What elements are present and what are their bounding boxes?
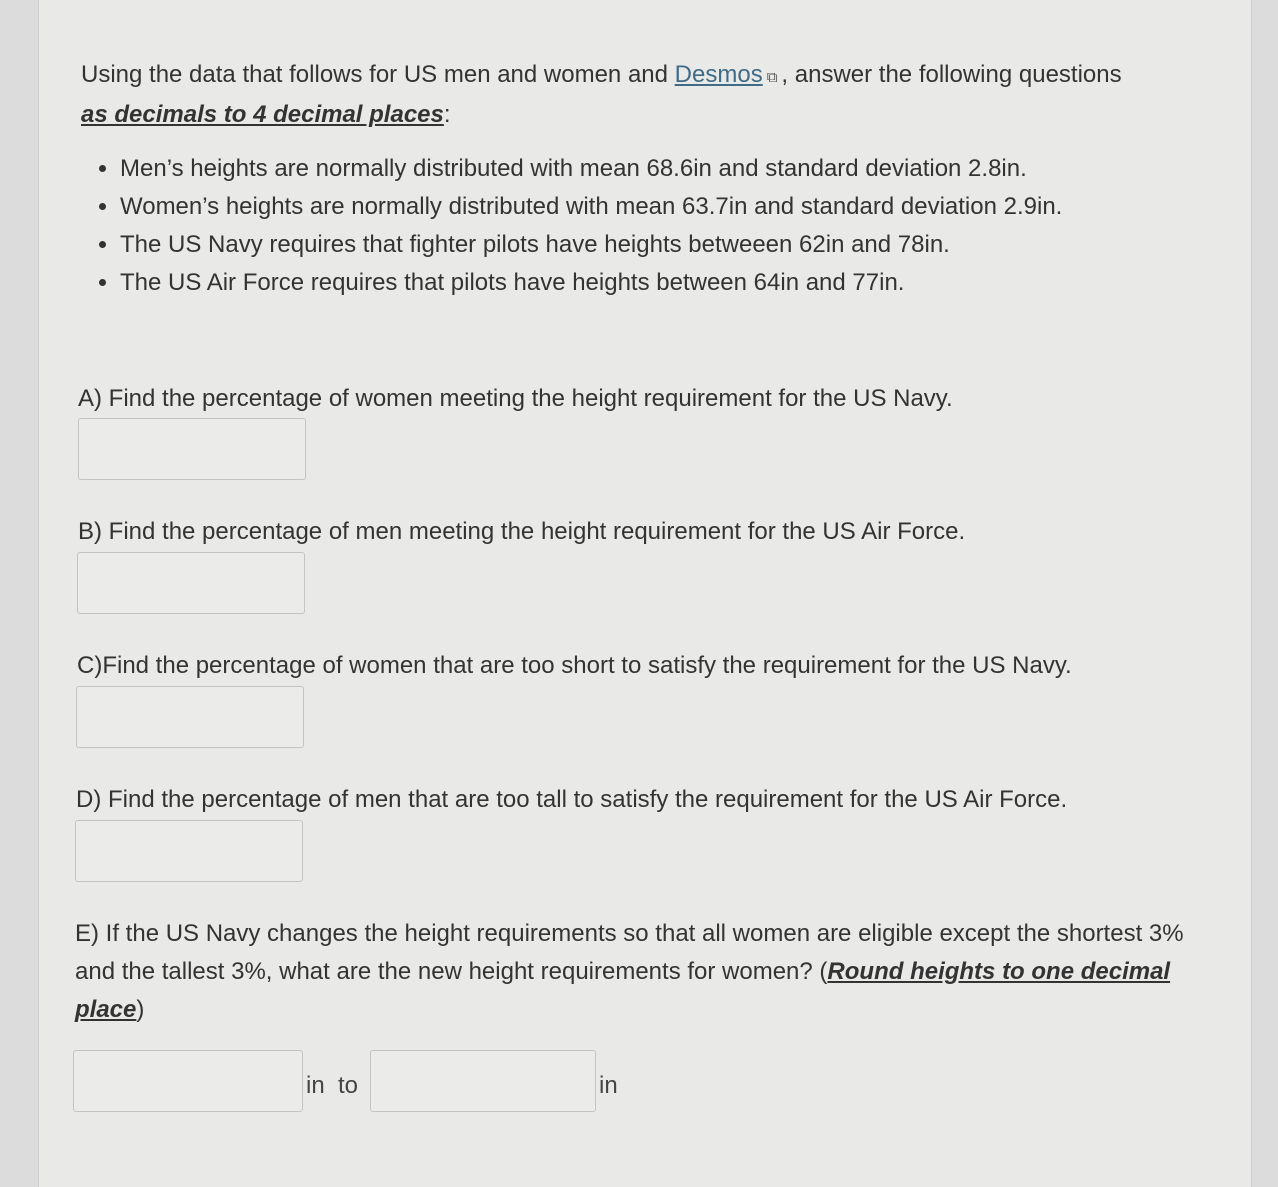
question-e — [75, 915, 1215, 1029]
desmos-link[interactable]: Desmos — [674, 61, 763, 88]
question-e-tail: ) — [136, 996, 145, 1023]
question-intro — [81, 56, 1231, 133]
question-e-text: E) If the US Navy changes the height requirements so that all women are eligible except the shortest 3% and the tallest 3%, what are the new height requirements for women? ( — [75, 920, 1184, 985]
question-a: A) Find the percentage of women meeting the height requirement for the US Navy. — [78, 385, 953, 412]
question-b: B) Find the percentage of men meeting the height requirement for the US Air Force. — [78, 518, 966, 545]
question-e-emphasis: Round heights to one decimal place — [75, 958, 1171, 1023]
question-d: D) Find the percentage of men that are too tall to satisfy the requirement for the US Air Force. — [76, 786, 1068, 813]
facts-list — [86, 150, 1062, 302]
answer-d-input[interactable] — [75, 820, 303, 882]
question-c: C)Find the percentage of women that are too short to satisfy the requirement for the US Navy. — [77, 652, 1072, 679]
intro-text-after: , answer the following questions — [781, 61, 1122, 88]
fact-item: • The US Air Force requires that pilots have heights between 64in and 77in. — [120, 264, 1062, 302]
fact-item: • Men’s heights are normally distributed with mean 68.6in and standard deviation 2.8in. — [120, 150, 1062, 188]
unit-in-to: in to — [306, 1072, 359, 1099]
fact-item: • The US Navy requires that fighter pilots have heights betweeen 62in and 78in. — [120, 226, 1062, 264]
intro-text: Using the data that follows for US men and women and — [81, 61, 675, 88]
answer-a-input[interactable] — [78, 418, 306, 480]
answer-e-high-input[interactable] — [370, 1050, 596, 1112]
answer-e-low-input[interactable] — [73, 1050, 303, 1112]
intro-emphasis: as decimals to 4 decimal places — [81, 101, 444, 128]
fact-item: • Women’s heights are normally distributed with mean 63.7in and standard deviation 2.9in. — [120, 188, 1062, 226]
answer-b-input[interactable] — [77, 552, 305, 614]
intro-colon: : — [443, 101, 451, 128]
external-link-icon[interactable]: ⧉ — [766, 69, 778, 86]
unit-in: in — [599, 1072, 618, 1099]
answer-c-input[interactable] — [76, 686, 304, 748]
